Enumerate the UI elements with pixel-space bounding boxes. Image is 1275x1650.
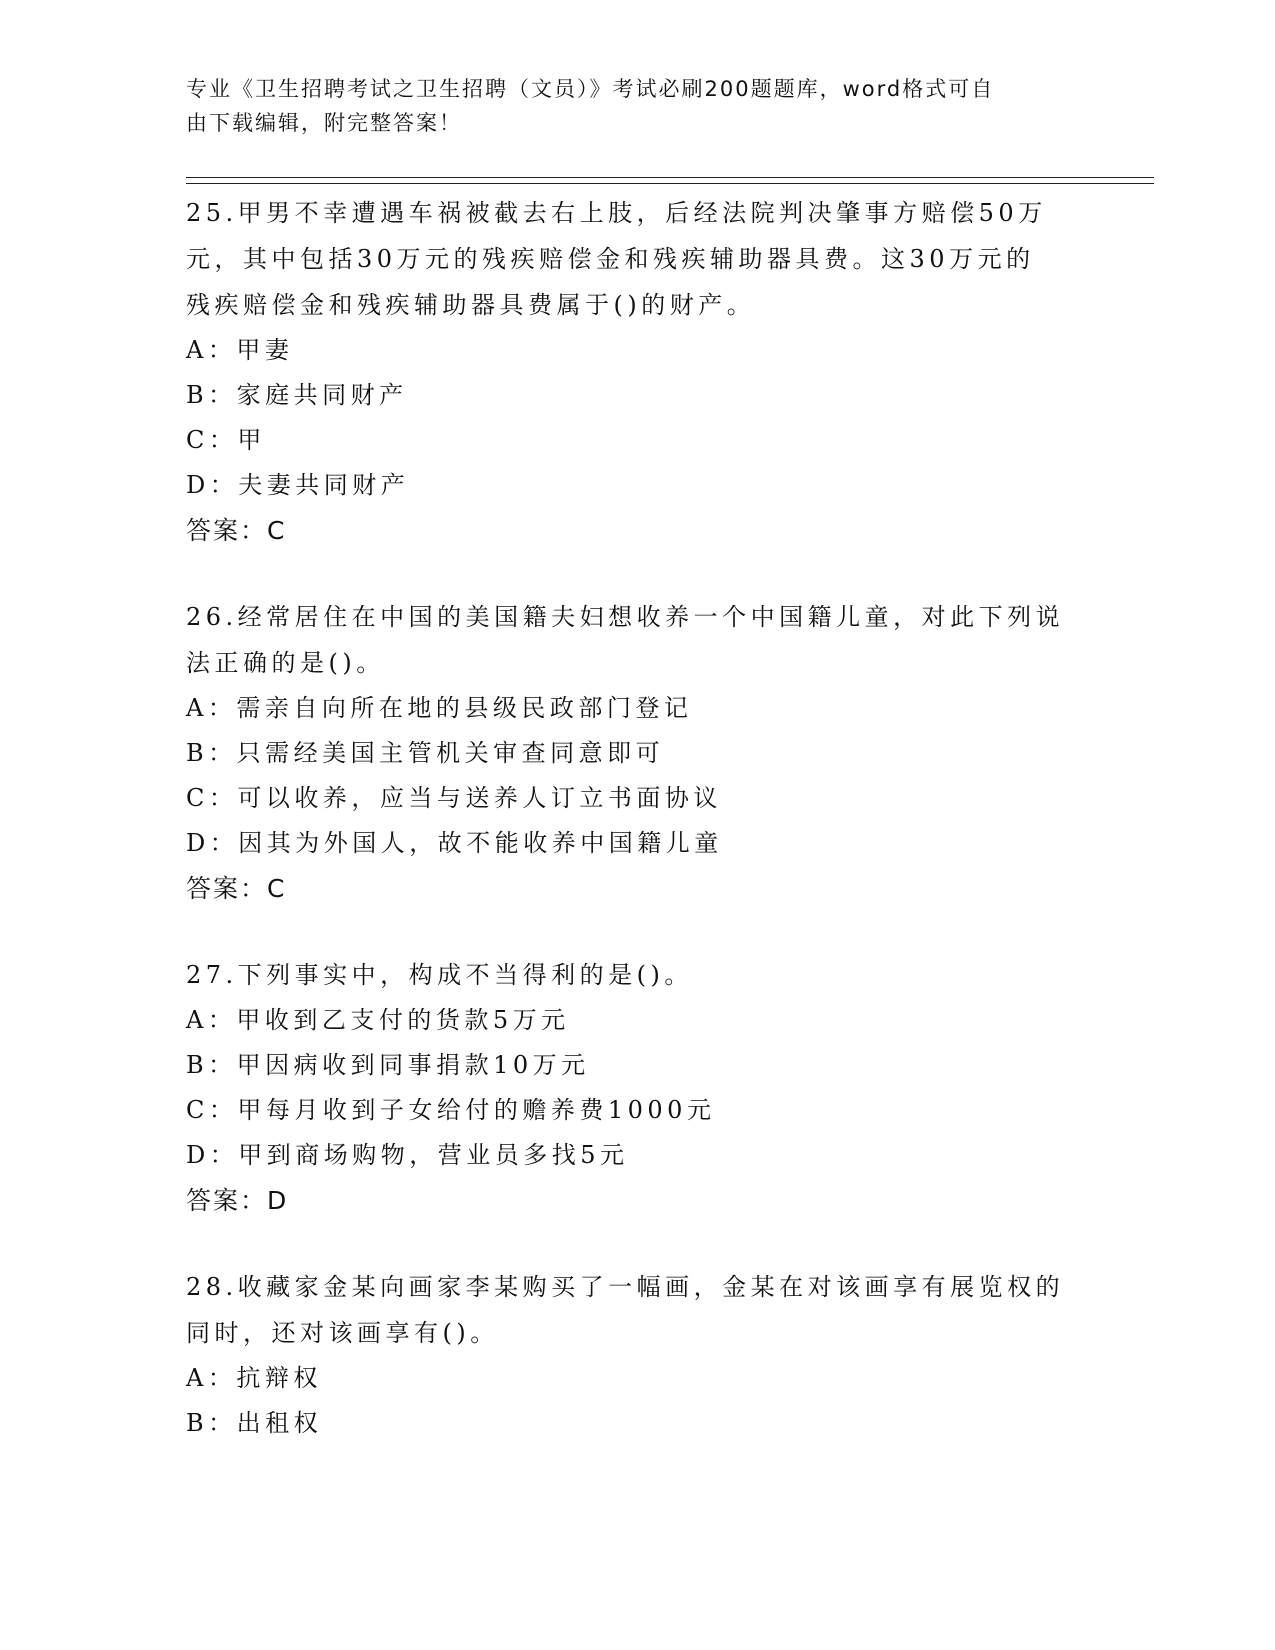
question-text-line: 27.下列事实中，构成不当得利的是()。 xyxy=(186,961,693,989)
question-25 xyxy=(186,190,1086,554)
option-b: B：出租权 xyxy=(186,1409,323,1437)
question-27 xyxy=(186,952,1086,1224)
option-a: A：甲妻 xyxy=(186,336,294,364)
option-c: C：甲每月收到子女给付的赡养费1000元 xyxy=(186,1096,716,1124)
question-text-line: 同时，还对该画享有()。 xyxy=(186,1319,499,1347)
option-d: D：夫妻共同财产 xyxy=(186,471,410,499)
question-spacer xyxy=(186,912,1086,952)
question-text-line: 元，其中包括30万元的残疾赔偿金和残疾辅助器具费。这30万元的 xyxy=(186,245,1035,273)
question-spacer xyxy=(186,554,1086,594)
answer-line: 答案：C xyxy=(186,516,287,545)
header-line-2: 由下载编辑，附完整答案！ xyxy=(186,111,462,135)
option-a: A：抗辩权 xyxy=(186,1364,322,1392)
option-a: A：需亲自向所在地的县级民政部门登记 xyxy=(186,694,693,722)
header-divider-top xyxy=(186,177,1154,178)
option-c: C：甲 xyxy=(186,426,266,454)
option-b: B：只需经美国主管机关审查同意即可 xyxy=(186,739,665,767)
question-26 xyxy=(186,594,1086,912)
question-28 xyxy=(186,1264,1086,1446)
question-text-line: 25.甲男不幸遭遇车祸被截去右上肢，后经法院判决肇事方赔偿50万 xyxy=(186,199,1047,227)
question-text-line: 26.经常居住在中国的美国籍夫妇想收养一个中国籍儿童，对此下列说 xyxy=(186,603,1065,631)
option-c: C：可以收养，应当与送养人订立书面协议 xyxy=(186,784,722,812)
document-header xyxy=(186,72,1066,140)
question-text-line: 28.收藏家金某向画家李某购买了一幅画，金某在对该画享有展览权的 xyxy=(186,1273,1065,1301)
answer-line: 答案：C xyxy=(186,874,287,903)
question-text-line: 残疾赔偿金和残疾辅助器具费属于()的财产。 xyxy=(186,291,756,319)
option-d: D：因其为外国人，故不能收养中国籍儿童 xyxy=(186,829,723,857)
option-b: B：甲因病收到同事捐款10万元 xyxy=(186,1051,590,1079)
header-line-1: 专业《卫生招聘考试之卫生招聘（文员）》考试必刷200题题库，word格式可自 xyxy=(186,77,995,101)
question-spacer xyxy=(186,1224,1086,1264)
answer-line: 答案：D xyxy=(186,1186,289,1215)
option-b: B：家庭共同财产 xyxy=(186,381,408,409)
option-a: A：甲收到乙支付的货款5万元 xyxy=(186,1006,570,1034)
question-list xyxy=(186,190,1086,1446)
question-text-line: 法正确的是()。 xyxy=(186,649,385,677)
option-d: D：甲到商场购物，营业员多找5元 xyxy=(186,1141,629,1169)
header-divider-bottom xyxy=(186,183,1154,184)
